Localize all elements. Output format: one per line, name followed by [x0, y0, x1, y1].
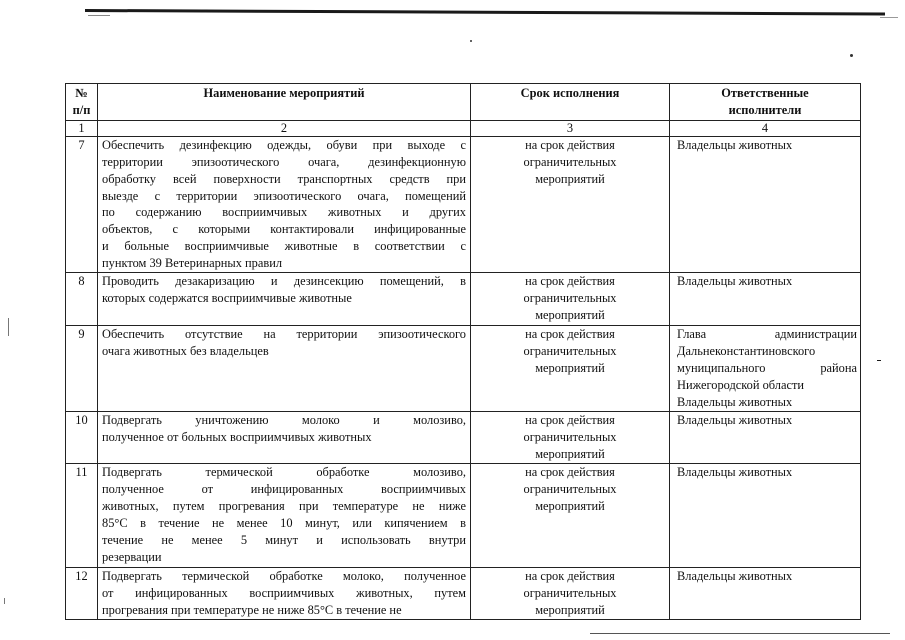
measure-description-line: Подвергать термической обработке молозиво,	[102, 465, 466, 480]
column-number: 3	[471, 120, 670, 136]
measure-description-line: которых содержатся восприимчивые животные	[102, 290, 352, 305]
measure-description-line: прогревания при температуре не ниже 85°С в течение не	[102, 602, 402, 617]
responsible-line: Владельцы животных	[677, 137, 793, 152]
execution-term-line: на срок действия	[525, 413, 615, 428]
measure-description	[98, 273, 471, 326]
measure-description	[98, 464, 471, 568]
responsible-executors	[670, 464, 861, 568]
measure-description	[98, 136, 471, 272]
scan-mark-left	[8, 318, 9, 336]
execution-term	[471, 412, 670, 464]
responsible-executors	[670, 412, 861, 464]
responsible-line: Дальнеконстантиновского	[677, 343, 816, 358]
measure-description-line: и больные восприимчивые животные в соответствии с	[102, 239, 466, 254]
measure-description-line: очага животных без владельцев	[102, 343, 269, 358]
table-row	[66, 136, 861, 272]
measure-description	[98, 412, 471, 464]
row-number: 12	[66, 568, 98, 620]
measure-description-line: обработку всей поверхности транспортных средств при	[102, 171, 466, 186]
table-header-row	[66, 84, 861, 121]
scan-mark-bottom-left	[4, 598, 5, 604]
execution-term-line: мероприятий	[535, 360, 605, 375]
responsible-line: Глава администрации	[677, 327, 857, 342]
responsible-executors	[670, 326, 861, 412]
execution-term	[471, 464, 670, 568]
responsible-executors	[670, 136, 861, 272]
table-row	[66, 412, 861, 464]
scan-speck	[850, 54, 853, 57]
measure-description-line: объектов, с которыми контактировали инфицированные	[102, 222, 466, 237]
measure-description-line: течение не менее 5 минут и использовать внутри	[102, 532, 466, 547]
column-number: 2	[98, 120, 471, 136]
measure-description-line: выезде с территории эпизоотического очага, помещений	[102, 188, 466, 203]
measure-description-line: Подвергать термической обработке молоко, полученное	[102, 569, 466, 584]
responsible-line: Владельцы животных	[677, 569, 793, 584]
measure-description-line: Проводить дезакаризацию и дезинсекцию помещений, в	[102, 274, 466, 289]
measure-description-line: 85°С в течение не менее 10 минут, или кипячением в	[102, 515, 466, 530]
execution-term	[471, 568, 670, 620]
header-num	[66, 84, 98, 121]
execution-term	[471, 273, 670, 326]
responsible-line: Нижегородской области	[677, 377, 805, 392]
header-responsible	[670, 84, 861, 121]
table-row	[66, 273, 861, 326]
measure-description-line: Обеспечить дезинфекцию одежды, обуви при выходе с	[102, 137, 466, 152]
row-number: 11	[66, 464, 98, 568]
header-name: Наименование мероприятий	[98, 84, 471, 121]
measure-description	[98, 568, 471, 620]
measure-description-line: территории эпизоотического очага, дезинфекционную	[102, 154, 466, 169]
execution-term-line: ограничительных	[523, 154, 617, 169]
table-row	[66, 568, 861, 620]
measure-description-line: животных, путем прогревания при температуре не ниже	[102, 498, 466, 513]
scan-edge-bottom	[590, 633, 890, 634]
responsible-executors	[670, 568, 861, 620]
header-term: Срок исполнения	[471, 84, 670, 121]
table-row	[66, 464, 861, 568]
scan-speck	[470, 40, 472, 42]
measure-description-line: по содержанию восприимчивых животных и других	[102, 205, 466, 220]
measure-description-line: резервации	[102, 549, 162, 564]
measure-description-line: полученное от инфицированных восприимчивых	[102, 481, 466, 496]
header-num-label: № п/п	[72, 86, 91, 117]
execution-term-line: ограничительных	[523, 429, 617, 444]
row-number: 10	[66, 412, 98, 464]
execution-term	[471, 136, 670, 272]
execution-term-line: ограничительных	[523, 481, 617, 496]
scan-edge-top	[85, 9, 885, 15]
responsible-line: Владельцы животных	[677, 465, 793, 480]
measures-table	[65, 83, 861, 620]
scan-mark-top-right	[880, 17, 898, 18]
row-number: 9	[66, 326, 98, 412]
measure-description-line: полученное от больных восприимчивых животных	[102, 429, 372, 444]
execution-term-line: на срок действия	[525, 137, 615, 152]
execution-term-line: на срок действия	[525, 274, 615, 289]
execution-term-line: мероприятий	[535, 498, 605, 513]
row-number: 7	[66, 136, 98, 272]
column-number: 1	[66, 120, 98, 136]
column-number: 4	[670, 120, 861, 136]
execution-term-line: мероприятий	[535, 307, 605, 322]
execution-term-line: мероприятий	[535, 446, 605, 461]
execution-term-line: мероприятий	[535, 602, 605, 617]
execution-term-line: ограничительных	[523, 585, 617, 600]
measure-description-line: Обеспечить отсутствие на территории эпизоотического	[102, 327, 466, 342]
execution-term-line: мероприятий	[535, 171, 605, 186]
execution-term-line: на срок действия	[525, 465, 615, 480]
scan-mark-top-left	[88, 15, 110, 16]
measure-description-line: от инфицированных восприимчивых животных, путем	[102, 585, 466, 600]
responsible-line: муниципального района	[677, 360, 857, 375]
measure-description	[98, 326, 471, 412]
responsible-line: Владельцы животных	[677, 274, 793, 289]
measure-description-line: Подвергать уничтожению молоко и молозиво,	[102, 413, 466, 428]
scan-mark-right	[877, 360, 881, 361]
execution-term	[471, 326, 670, 412]
table-row	[66, 326, 861, 412]
table-body	[66, 136, 861, 619]
execution-term-line: на срок действия	[525, 327, 615, 342]
column-numbers-row	[66, 120, 861, 136]
row-number: 8	[66, 273, 98, 326]
execution-term-line: на срок действия	[525, 569, 615, 584]
execution-term-line: ограничительных	[523, 343, 617, 358]
measure-description-line: пунктом 39 Ветеринарных правил	[102, 256, 283, 271]
responsible-line: Владельцы животных	[677, 394, 793, 409]
execution-term-line: ограничительных	[523, 290, 617, 305]
responsible-executors	[670, 273, 861, 326]
responsible-line: Владельцы животных	[677, 413, 793, 428]
header-responsible-label: Ответственные исполнители	[721, 86, 809, 117]
